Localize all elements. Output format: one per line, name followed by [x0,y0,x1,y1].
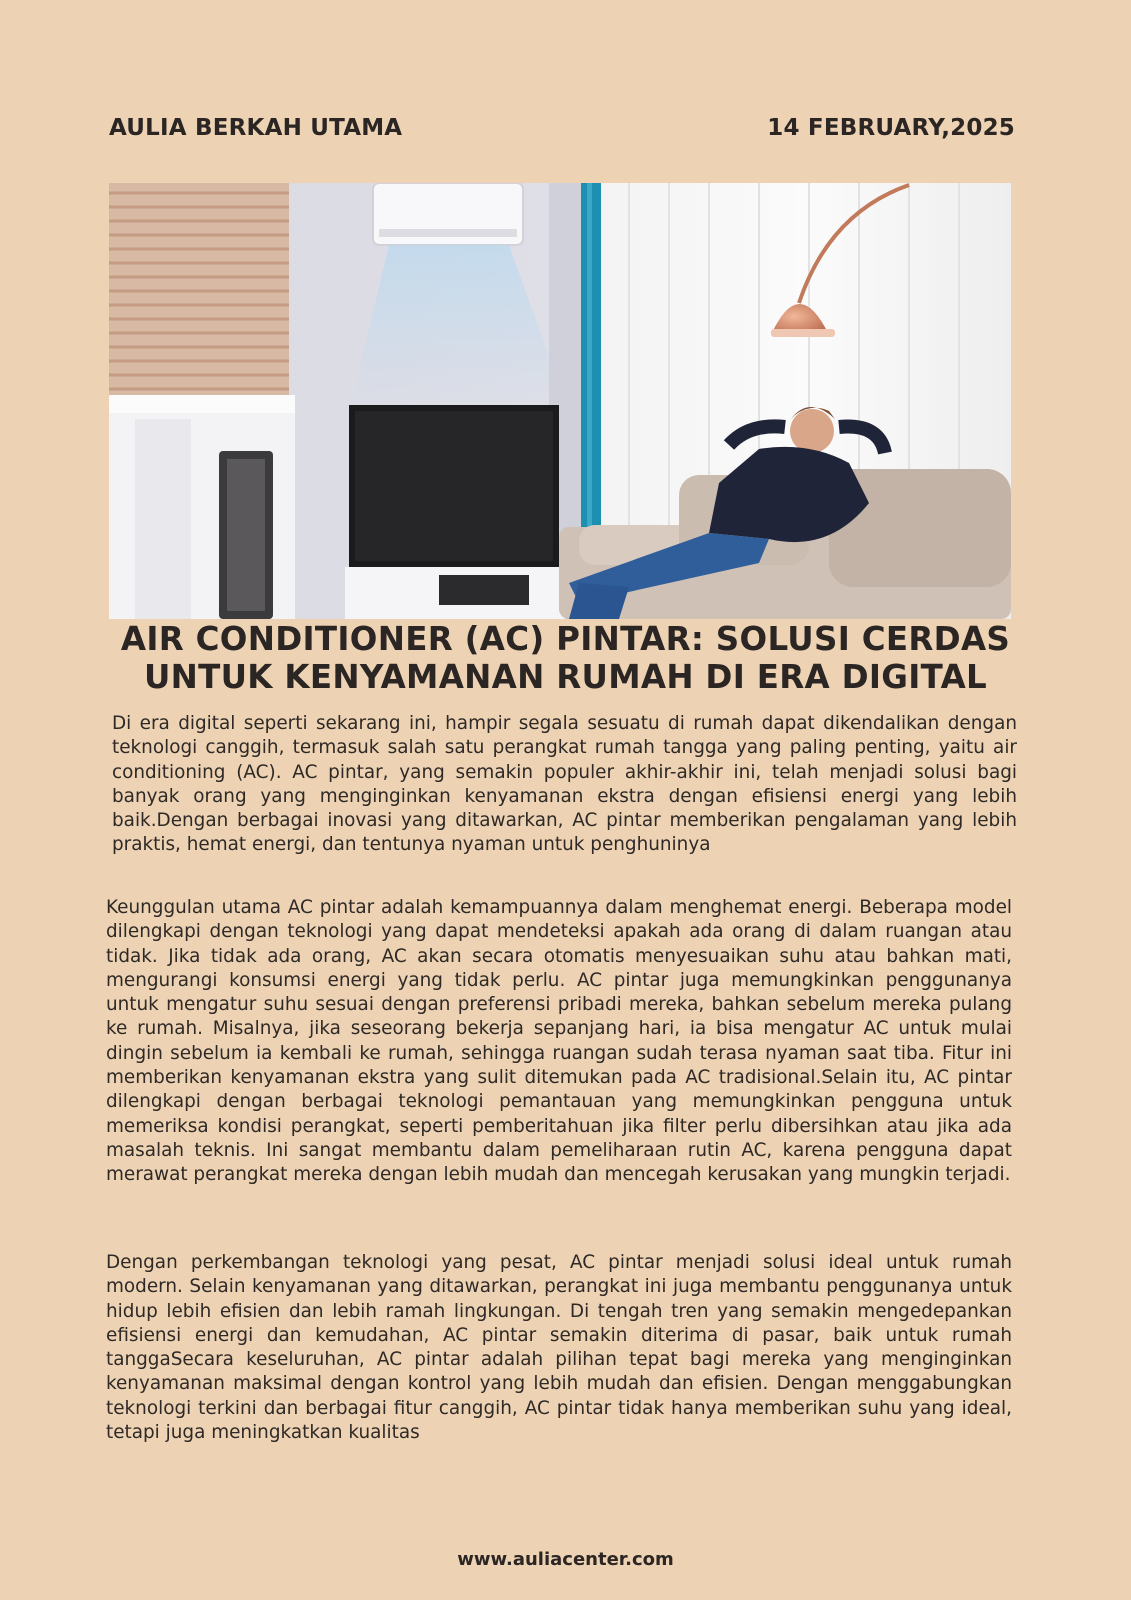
article-paragraph-3: Dengan perkembangan teknologi yang pesat, AC pintar menjadi solusi ideal untuk rumah modern. Selain kenyamanan yang ditawarkan, perangkat ini juga membantu penggunanya untuk hidup lebih efisien dan lebih ramah lingkungan. Di tengah tren yang semakin mengedepankan efisiensi energi dan kemudahan, AC pintar semakin diterima di pasar, baik untuk rumah tanggaSecara keseluruhan, AC pintar adalah pilihan tepat bagi mereka yang menginginkan kenyamanan maksimal dengan kontrol yang lebih mudah dan efisien. Dengan menggabungkan teknologi terkini dan berbagai fitur canggih, AC pintar tidak hanya memberikan suhu yang ideal, tetapi juga meningkatkan kualitas [106,1252,1012,1444]
article-paragraph-2: Keunggulan utama AC pintar adalah kemampuannya dalam menghemat energi. Beberapa model dilengkapi dengan teknologi yang dapat mendeteksi apakah ada orang di dalam ruangan atau tidak. Jika tidak ada orang, AC akan secara otomatis menyesuaikan suhu atau bahkan mati, mengurangi konsumsi energi yang tidak perlu. AC pintar juga memungkinkan penggunanya untuk mengatur suhu sesuai dengan preferensi pribadi mereka, bahkan sebelum mereka pulang ke rumah. Misalnya, jika seseorang bekerja sepanjang hari, ia bisa mengatur AC untuk mulai dingin sebelum ia kembali ke rumah, sehingga ruangan sudah terasa nyaman saat tiba. Fitur ini memberikan kenyamanan ekstra yang sulit ditemukan pada AC tradisional.Selain itu, AC pintar dilengkapi dengan berbagai teknologi pemantauan yang memungkinkan pengguna untuk memeriksa kondisi perangkat, seperti pemberitahuan jika filter perlu dibersihkan atau jika ada masalah teknis. Ini sangat membantu dalam pemeliharaan rutin AC, karena pengguna dapat merawat perangkat mereka dengan lebih mudah dan mencegah kerusakan yang mungkin terjadi. [106,897,1012,1186]
company-name: AULIA BERKAH UTAMA [109,115,403,141]
website-link[interactable]: www.auliacenter.com [457,1549,674,1570]
living-room-photo-icon [109,183,1011,619]
publish-date: 14 FEBRUARY,2025 [767,115,1015,141]
hero-image [109,183,1011,619]
article-title: AIR CONDITIONER (AC) PINTAR: SOLUSI CERDAS UNTUK KENYAMANAN RUMAH DI ERA DIGITAL [120,620,1011,696]
page-header [109,112,1015,144]
article-paragraph-1: Di era digital seperti sekarang ini, hampir segala sesuatu di rumah dapat dikendalikan dengan teknologi canggih, termasuk salah satu perangkat rumah tangga yang paling penting, yaitu air conditioning (AC). AC pintar, yang semakin populer akhir-akhir ini, telah menjadi solusi bagi banyak orang yang menginginkan kenyamanan ekstra dengan efisiensi energi yang lebih baik.Dengan berbagai inovasi yang ditawarkan, AC pintar memberikan pengalaman yang lebih praktis, hemat energi, dan tentunya nyaman untuk penghuninya [112,713,1017,856]
